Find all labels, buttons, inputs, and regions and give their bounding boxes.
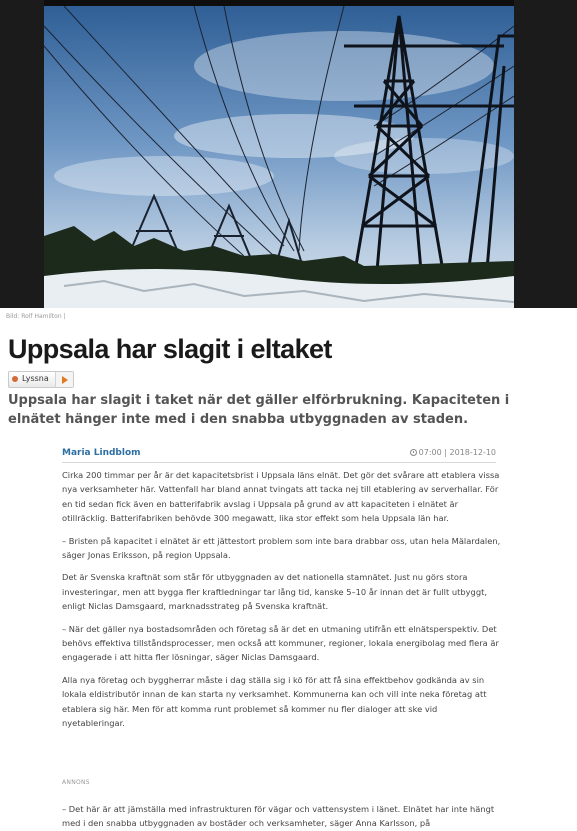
author-link[interactable]: Maria Lindblom: [62, 448, 141, 458]
ad-label: ANNONS: [62, 779, 90, 786]
hero-letterbox-right: [514, 0, 577, 308]
clock-icon: [410, 449, 417, 456]
play-icon[interactable]: [55, 372, 73, 387]
hero-image: [0, 0, 577, 308]
byline-divider: [62, 462, 496, 463]
timestamp-text: 07:00 | 2018-12-10: [418, 448, 496, 457]
power-pylon-photo: [44, 6, 514, 308]
body-paragraph: – Bristen på kapacitet i elnätet är ett jättestort problem som inte bara drabbar oss, utan hela Mälardalen, säger Jonas Eriksson, på region Uppsala.: [62, 535, 501, 561]
body-paragraph: – Det här är att jämställa med infrastrukturen för vägar och vattensystem i länet. Elnätet har inte hängt med i den snabba utbyggnaden av bostäder och verksamheter, säger Anna Karlsson, på: [62, 804, 495, 829]
article-body: [62, 468, 502, 739]
body-paragraph: – När det gäller nya bostadsområden och företag så är det en utmaning utifrån ett elnätsperspektiv. Det behövs effektiva tillståndsprocesser, men också att kommuner, regioner, lokala energibolag med flera är engagerade i att hitta fler lösningar, säger Niclas Damsgaard.: [62, 623, 499, 663]
body-paragraph: Cirka 200 timmar per år är det kapacitetsbrist i Uppsala läns elnät. Det gör det svårare att etablera vissa nya verksamheter här. Vattenfall har bland annat tvingats att tacka nej till etablering av serverhallar. För en tid sedan fick även en batterifabrik avslag i Uppsala på grund av att kapaciteten i elnätet är otillräcklig. Batterifabriken behövde 300 megawatt, lika stor effekt som hela Uppsala län har.: [62, 470, 500, 524]
listen-label: Lyssna: [22, 374, 49, 383]
article-lead: Uppsala har slagit i taket när det gäller elförbrukning. Kapaciteten i elnätet hänger inte med i den snabba utbyggnaden av staden.: [8, 393, 510, 427]
hero-letterbox-left: [0, 0, 44, 308]
body-paragraph: Alla nya företag och byggherrar måste i dag ställa sig i kö för att få sina effektbehov godkända av sin lokala eldistributör innan de kan starta ny verksamhet. Kommunerna kan och vill inte neka företag att etablera sig här. Men för att komma runt problemet så kommer nu fler dialoger att ske vid nyetableringar.: [62, 674, 487, 729]
article-title: Uppsala har slagit i eltaket: [8, 334, 332, 364]
article-body-continued: [62, 802, 502, 831]
listen-button[interactable]: [8, 371, 74, 388]
image-caption: Bild: Rolf Hamilton |: [6, 313, 66, 320]
publish-timestamp: [410, 448, 496, 457]
speaker-icon: [12, 376, 18, 382]
byline: [62, 448, 496, 462]
body-paragraph: Det är Svenska kraftnät som står för utbyggnaden av det nationella stamnätet. Just nu görs stora investeringar, men att bygga fler kraftledningar tar lång tid, kanske 5–10 år innan det är fullt utbyggt, enligt Niclas Damsgaard, marknadsstrateg på Svenska kraftnät.: [62, 572, 487, 612]
